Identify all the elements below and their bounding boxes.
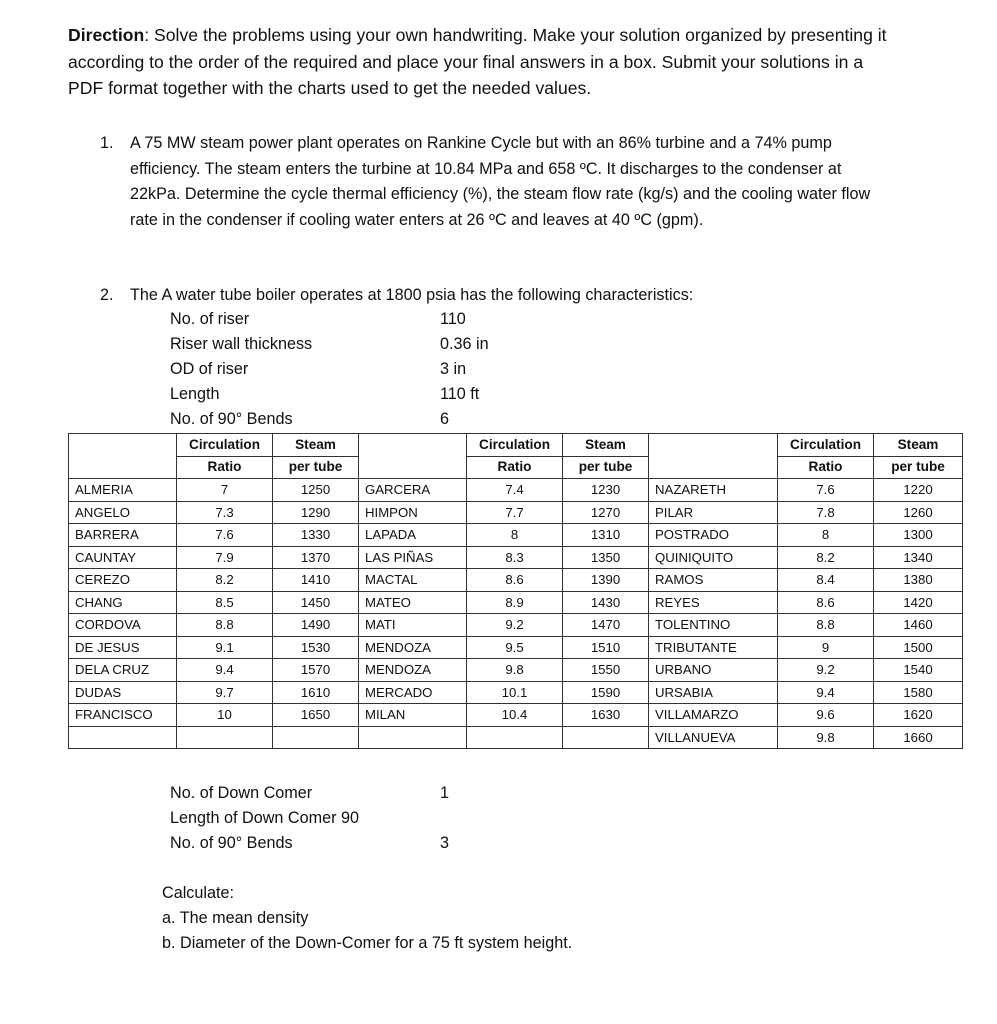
table-value-cell: 9.5 [467,636,563,659]
table-value-cell: 1630 [563,704,649,727]
student-data-table [68,433,963,749]
table-row [69,591,963,614]
table-row [69,681,963,704]
downcomer-row [170,781,470,806]
direction-paragraph [68,22,888,102]
table-row [69,479,963,502]
table-value-cell: 8.6 [778,591,874,614]
table-row [69,501,963,524]
table-value-cell: 1270 [563,501,649,524]
table-value-cell: 8.3 [467,546,563,569]
table-value-cell: 10.1 [467,681,563,704]
table-name-cell: FRANCISCO [69,704,177,727]
table-name-cell: LAS PIÑAS [359,546,467,569]
table-value-cell: 1620 [874,704,963,727]
spec-value: 110 ft [440,385,480,403]
table-name-cell: CAUNTAY [69,546,177,569]
table-name-cell: ANGELO [69,501,177,524]
table-value-cell: 8 [778,524,874,547]
table-value-cell: 1490 [273,614,359,637]
header-cell: per tube [563,456,649,479]
calculate-heading: Calculate: [162,884,234,902]
header-blank [649,434,778,479]
table-value-cell: 7.6 [778,479,874,502]
table-value-cell: 1460 [874,614,963,637]
table-value-cell: 1390 [563,569,649,592]
spec-value: 0.36 in [440,335,489,353]
table-name-cell: MENDOZA [359,636,467,659]
table-value-cell: 8.4 [778,569,874,592]
table-value-cell [273,726,359,749]
table-value-cell [563,726,649,749]
table-name-cell: URSABIA [649,681,778,704]
table-name-cell: TRIBUTANTE [649,636,778,659]
downcomer-value: 1 [440,784,450,802]
boiler-specs [170,307,570,432]
table-value-cell: 8.6 [467,569,563,592]
header-cell: Ratio [177,456,273,479]
table-value-cell: 9.4 [778,681,874,704]
table-value-cell: 1340 [874,546,963,569]
spec-value: 6 [440,410,450,428]
header-cell: Steam [563,434,649,457]
header-cell: per tube [874,456,963,479]
table-value-cell: 7.3 [177,501,273,524]
table-name-cell: HIMPON [359,501,467,524]
downcomer-row [170,831,470,856]
header-cell: Ratio [467,456,563,479]
table-value-cell: 1510 [563,636,649,659]
table-name-cell: GARCERA [359,479,467,502]
table-value-cell: 7.4 [467,479,563,502]
spec-value: 110 [440,310,466,328]
table-value-cell: 7.9 [177,546,273,569]
table-value-cell: 1540 [874,659,963,682]
table-value-cell: 1660 [874,726,963,749]
table-value-cell: 1550 [563,659,649,682]
table-value-cell: 1380 [874,569,963,592]
table-value-cell: 8.2 [778,546,874,569]
table-name-cell: RAMOS [649,569,778,592]
header-cell: Circulation [177,434,273,457]
table-value-cell: 1310 [563,524,649,547]
table-value-cell: 1260 [874,501,963,524]
table-name-cell: MACTAL [359,569,467,592]
table-value-cell: 7.7 [467,501,563,524]
table-value-cell: 1570 [273,659,359,682]
table-value-cell: 1290 [273,501,359,524]
table-header-row-1 [69,434,963,457]
calculate-section [162,881,572,956]
problem-2-text: The A water tube boiler operates at 1800 psia has the following characteristics: [130,286,694,304]
table-value-cell: 8.9 [467,591,563,614]
header-cell: Steam [273,434,359,457]
header-cell: Circulation [467,434,563,457]
spec-label: Riser wall thickness [170,335,313,353]
spec-row [170,357,570,382]
table-row [69,704,963,727]
table-name-cell: TOLENTINO [649,614,778,637]
table-value-cell: 1590 [563,681,649,704]
table-value-cell: 8.8 [778,614,874,637]
downcomer-value: 3 [440,834,450,852]
spec-row [170,382,570,407]
direction-label: Direction [68,25,145,45]
table-value-cell: 1500 [874,636,963,659]
table-name-cell: MENDOZA [359,659,467,682]
spec-label: OD of riser [170,360,249,378]
downcomer-label: Length of Down Comer 90 [170,809,359,827]
table-value-cell: 8.2 [177,569,273,592]
table-value-cell: 1350 [563,546,649,569]
table-value-cell: 1580 [874,681,963,704]
table-value-cell: 1330 [273,524,359,547]
table-name-cell: BARRERA [69,524,177,547]
table-value-cell: 9.2 [778,659,874,682]
table-value-cell: 7 [177,479,273,502]
table-name-cell: LAPADA [359,524,467,547]
table-name-cell: ALMERIA [69,479,177,502]
table-value-cell: 1250 [273,479,359,502]
spec-label: No. of 90° Bends [170,410,293,428]
table-row [69,726,963,749]
table-value-cell: 1410 [273,569,359,592]
table-name-cell [69,726,177,749]
table-name-cell: MATI [359,614,467,637]
problem-1-number: 1. [100,134,114,152]
table-name-cell: PILAR [649,501,778,524]
table-value-cell: 9.8 [467,659,563,682]
table-name-cell: CORDOVA [69,614,177,637]
table-row [69,569,963,592]
table-row [69,636,963,659]
table-value-cell: 10 [177,704,273,727]
spec-row [170,407,570,432]
downcomer-label: No. of 90° Bends [170,834,293,852]
table-name-cell: MATEO [359,591,467,614]
table-value-cell: 10.4 [467,704,563,727]
calculate-item-b: b. Diameter of the Down-Comer for a 75 ft system height. [162,934,573,952]
table-value-cell: 1610 [273,681,359,704]
header-cell: Ratio [778,456,874,479]
header-blank [69,434,177,479]
table-name-cell: MERCADO [359,681,467,704]
table-value-cell: 8 [467,524,563,547]
table-name-cell: VILLAMARZO [649,704,778,727]
table-name-cell: MILAN [359,704,467,727]
table-value-cell: 1530 [273,636,359,659]
table-value-cell: 8.8 [177,614,273,637]
downcomer-row [170,806,470,831]
table-value-cell: 1420 [874,591,963,614]
table-value-cell [467,726,563,749]
direction-text: : Solve the problems using your own handwriting. Make your solution organized by presenting it according to the order of the required and place your final answers in a box. Submit your solutions in a PDF format together with the charts used to get the needed values. [68,25,887,98]
table-name-cell: POSTRADO [649,524,778,547]
table-row [69,524,963,547]
table-value-cell: 7.6 [177,524,273,547]
spec-label: Length [170,385,220,403]
table-value-cell: 1370 [273,546,359,569]
table-row [69,659,963,682]
header-cell: per tube [273,456,359,479]
table-value-cell [177,726,273,749]
problem-2 [100,283,693,307]
table-value-cell: 1470 [563,614,649,637]
table-value-cell: 8.5 [177,591,273,614]
table-name-cell: CHANG [69,591,177,614]
downcomer-label: No. of Down Comer [170,784,313,802]
table-name-cell: VILLANUEVA [649,726,778,749]
table-name-cell: DE JESUS [69,636,177,659]
spec-row [170,332,570,357]
table-value-cell: 1230 [563,479,649,502]
table-value-cell: 9.4 [177,659,273,682]
spec-value: 3 in [440,360,467,378]
table-value-cell: 1300 [874,524,963,547]
table-name-cell: URBANO [649,659,778,682]
table-value-cell: 1220 [874,479,963,502]
table-value-cell: 7.8 [778,501,874,524]
table-name-cell: CEREZO [69,569,177,592]
problem-2-number: 2. [100,286,114,304]
table-value-cell: 9 [778,636,874,659]
table-name-cell [359,726,467,749]
spec-label: No. of riser [170,310,250,328]
table-value-cell: 9.8 [778,726,874,749]
table-name-cell: NAZARETH [649,479,778,502]
table-value-cell: 1430 [563,591,649,614]
problem-1 [100,131,890,233]
spec-row [170,307,570,332]
calculate-item-a: a. The mean density [162,909,309,927]
table-name-cell: REYES [649,591,778,614]
problem-1-text: A 75 MW steam power plant operates on Rankine Cycle but with an 86% turbine and a 74% pump efficiency. The steam enters the turbine at 10.84 MPa and 658 ºC. It discharges to the condenser at 22kPa. Determine the cycle thermal efficiency (%), the steam flow rate (kg/s) and the cooling water flow rate in the condenser if cooling water enters at 26 ºC and leaves at 40 ºC (gpm). [130,134,871,229]
downcomer-specs [170,781,470,856]
table-name-cell: DELA CRUZ [69,659,177,682]
table-value-cell: 9.2 [467,614,563,637]
header-cell: Steam [874,434,963,457]
table-row [69,614,963,637]
table-value-cell: 9.1 [177,636,273,659]
table-name-cell: DUDAS [69,681,177,704]
table-header-row-2 [69,456,963,479]
table-value-cell: 9.7 [177,681,273,704]
header-blank [359,434,467,479]
table-value-cell: 9.6 [778,704,874,727]
table-name-cell: QUINIQUITO [649,546,778,569]
table-value-cell: 1450 [273,591,359,614]
header-cell: Circulation [778,434,874,457]
table-value-cell: 1650 [273,704,359,727]
table-row [69,546,963,569]
